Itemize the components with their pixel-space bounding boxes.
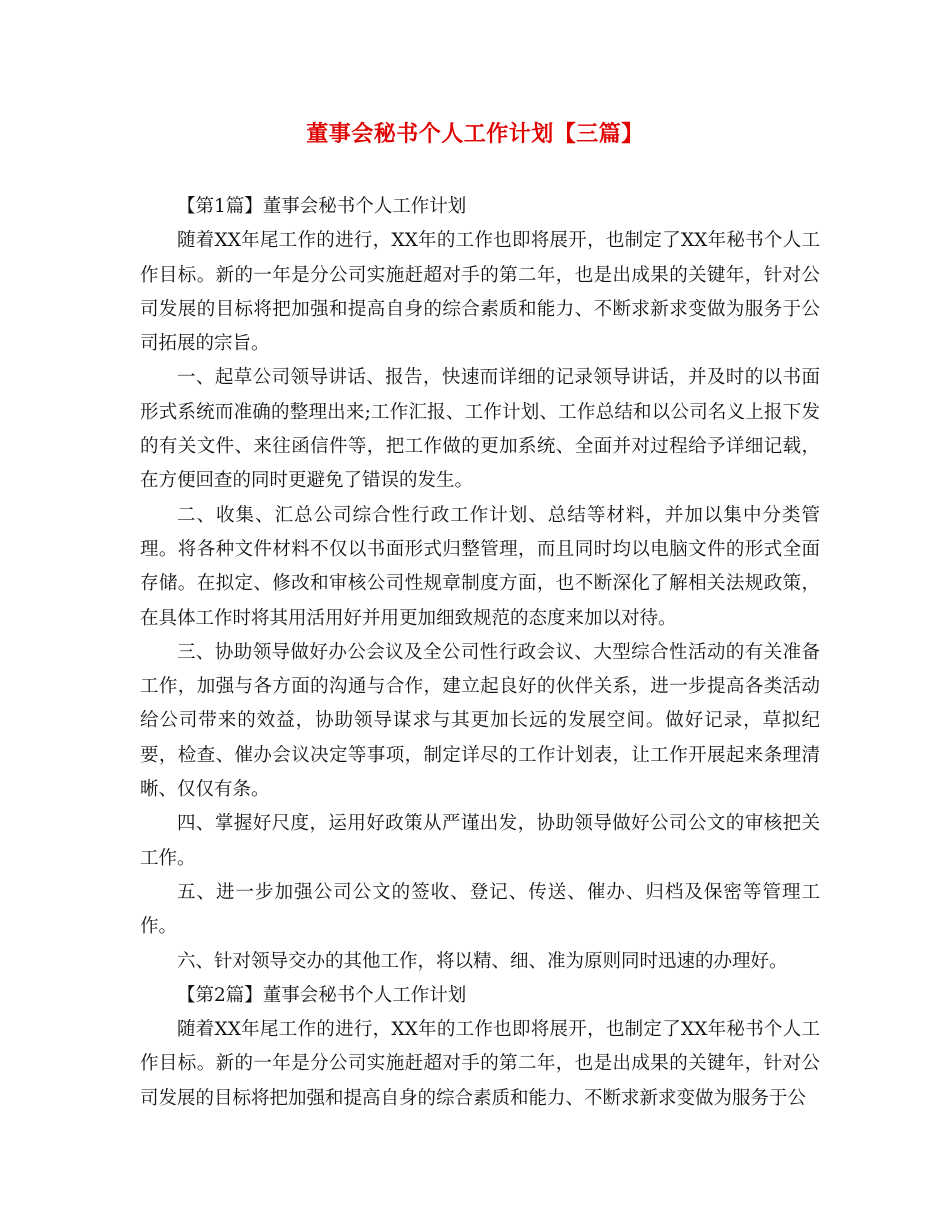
paragraph: 五、进一步加强公司公文的签收、登记、传送、催办、归档及保密等管理工作。 xyxy=(140,881,820,938)
paragraph: 二、收集、汇总公司综合性行政工作计划、总结等材料，并加以集中分类管理。将各种文件材料不仅以书面形式归整管理，而且同时均以电脑文件的形式全面存储。在拟定、修改和审核公司性规章制度方面，也不断深化了解相关法规政策，在具体工作时将其用活用好并用更加细致规范的态度来加以对待。 xyxy=(140,504,820,629)
paragraph: 随着XX年尾工作的进行，XX年的工作也即将展开，也制定了XX年秘书个人工作目标。新的一年是分公司实施赶超对手的第二年，也是出成果的关键年，针对公司发展的目标将把加强和提高自身的综合素质和能力、不断求新求变做为服务于公司拓展的宗旨。 xyxy=(140,230,820,355)
document-title: 董事会秘书个人工作计划【三篇】 xyxy=(306,121,644,147)
paragraph: 四、掌握好尺度，运用好政策从严谨出发，协助领导做好公司公文的审核把关工作。 xyxy=(140,813,820,869)
paragraph: 一、起草公司领导讲话、报告，快速而详细的记录领导讲话，并及时的以书面形式系统而准确的整理出来;工作汇报、工作计划、工作总结和以公司名义上报下发的有关文件、来往函信件等，把工作做的更加系统、全面并对过程给予详细记载，在方便回查的同时更避免了错误的发生。 xyxy=(140,367,820,492)
paragraph: 六、针对领导交办的其他工作，将以精、细、准为原则同时迅速的办理好。 xyxy=(177,950,788,972)
section-heading-1: 【第1篇】董事会秘书个人工作计划 xyxy=(177,196,467,217)
paragraph: 随着XX年尾工作的进行，XX年的工作也即将展开，也制定了XX年秘书个人工作目标。新的一年是分公司实施赶超对手的第二年，也是出成果的关键年，针对公司发展的目标将把加强和提高自身的综合素质和能力、不断求新求变做为服务于公 xyxy=(140,1019,820,1109)
document-body xyxy=(140,190,820,1116)
paragraph: 三、协助领导做好办公会议及全公司性行政会议、大型综合性活动的有关准备工作，加强与各方面的沟通与合作，建立起良好的伙伴关系，进一步提高各类活动给公司带来的效益，协助领导谋求与其更加长远的发展空间。做好记录，草拟纪要，检查、催办会议决定等事项，制定详尽的工作计划表，让工作开展起来条理清晰、仅仅有条。 xyxy=(140,641,820,801)
section-heading-2: 【第2篇】董事会秘书个人工作计划 xyxy=(177,984,467,1006)
